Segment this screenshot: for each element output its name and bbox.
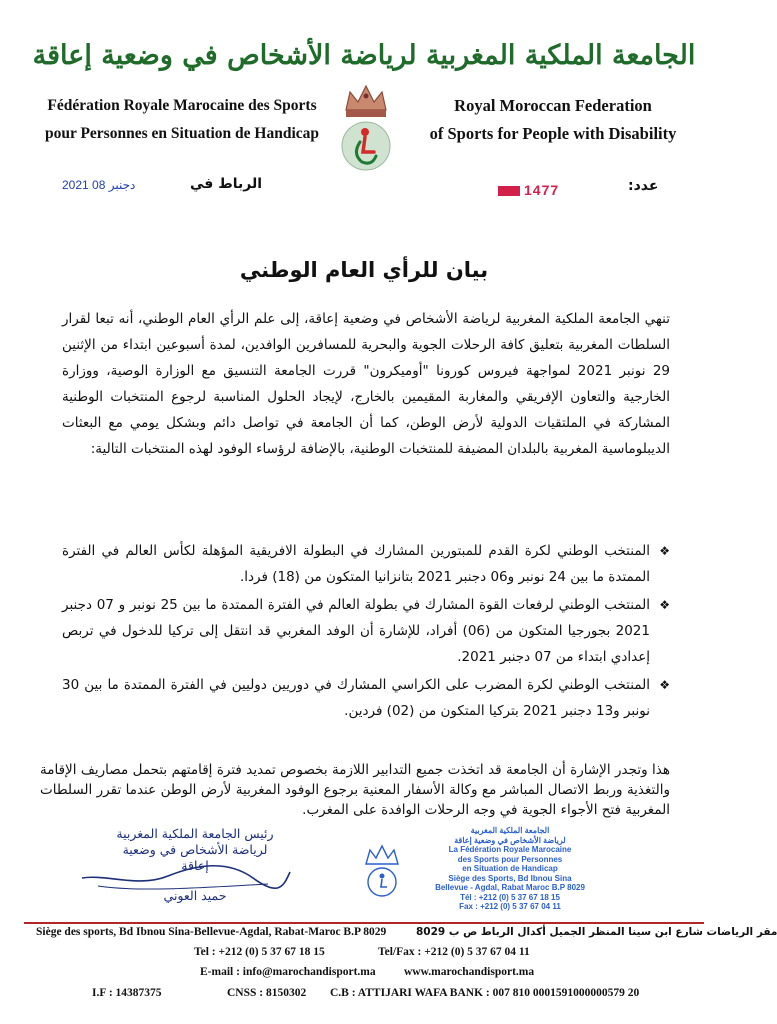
diamond-bullet-icon: ❖ bbox=[659, 598, 670, 612]
signature-title-line2: لرياضة الأشخاص في وضعية إعاقة bbox=[122, 842, 268, 873]
federation-title-fr-line2: pour Personnes en Situation de Handicap bbox=[44, 125, 320, 142]
footer-if: I.F : 14387375 bbox=[92, 987, 162, 999]
stamp-address1: Siège des Sports, Bd Ibnou Sina bbox=[448, 873, 572, 883]
list-item bbox=[62, 538, 670, 590]
list-item-text: المنتخب الوطني لرفعات القوة المشارك في بطولة العالم في الفترة الممتدة ما بين 25 نونبر و 07 دجنبر 2021 بجورجيا المتكون من (06) أفراد، للإشارة أن الوفد المغربي قد انتقل إلى تركيا للدخول في تربص إعدادي ابتداء من 07 دجنبر 2021. bbox=[62, 597, 651, 665]
crown-wheelchair-logo-icon bbox=[338, 80, 394, 176]
stamp-ar-line2: لرياضة الأشخاص في وضعية إعاقة bbox=[454, 835, 566, 845]
handwritten-signature bbox=[78, 848, 293, 898]
federation-title-en-line2: of Sports for People with Disability bbox=[429, 124, 677, 143]
federation-title-en-line1: Royal Moroccan Federation bbox=[454, 96, 652, 115]
date-stamp: 2021 دجنبر 08 bbox=[62, 178, 136, 192]
teams-list bbox=[62, 538, 670, 726]
list-item-text: المنتخب الوطني لكرة المضرب على الكراسي المشارك في دوريين دوليين في الفترة الممتدة ما بين 30 نونبر و13 دجنبر 2021 بتركيا المتكون من (02) فردين. bbox=[62, 677, 650, 719]
stamp-fr-line3: en Situation de Handicap bbox=[462, 864, 558, 873]
footer-tel: Tel : +212 (0) 5 37 67 18 15 bbox=[194, 946, 325, 958]
stamp-text bbox=[420, 826, 600, 912]
federation-title-en bbox=[408, 92, 698, 148]
footer-website: www.marochandisport.ma bbox=[404, 966, 535, 978]
signature-name: حميد العوني bbox=[163, 888, 227, 903]
footer-address-fr: Siège des sports, Bd Ibnou Sina-Bellevue-Agdal, Rabat-Maroc B.P 8029 bbox=[36, 926, 387, 938]
footer-bank: C.B : ATTIJARI WAFA BANK : 007 810 0001591000000579 20 bbox=[330, 987, 640, 999]
signature-title-line1: رئيس الجامعة الملكية المغربية bbox=[116, 826, 274, 841]
stamp-fr-line1: La Fédération Royale Marocaine bbox=[448, 845, 572, 854]
number-stamp-blot bbox=[498, 186, 520, 196]
footer-telfax: Tel/Fax : +212 (0) 5 37 67 04 11 bbox=[378, 946, 530, 958]
reference-number: 1477 bbox=[524, 182, 560, 198]
federation-title-fr-line1: Fédération Royale Marocaine des Sports bbox=[47, 97, 317, 114]
diamond-bullet-icon: ❖ bbox=[659, 678, 670, 692]
footer-address-ar: مقر الرياضات شارع ابن سينا المنظر الجميل أكدال الرباط ص ب 8029 bbox=[416, 926, 777, 938]
stamp-fr-line2: des Sports pour Personnes bbox=[457, 854, 563, 864]
list-item bbox=[62, 592, 670, 670]
federation-title-ar: الجامعة الملكية المغربية لرياضة الأشخاص في وضعية إعاقة bbox=[32, 40, 696, 71]
stamp-ar-line1: الجامعة الملكية المغربية bbox=[470, 826, 550, 835]
stamp-fax: Fax : +212 (0) 5 37 67 04 11 bbox=[459, 902, 561, 911]
footer-cnss: CNSS : 8150302 bbox=[227, 987, 307, 999]
footer-email: E-mail : info@marochandisport.ma bbox=[200, 966, 376, 978]
footer-divider bbox=[24, 922, 704, 924]
reference-number-label: عدد: bbox=[628, 178, 659, 194]
federation-title-fr bbox=[32, 92, 332, 148]
list-item-text: المنتخب الوطني لكرة القدم للمبتورين المشارك في البطولة الافريقية المؤهلة لكأس العالم في الفترة الممتدة ما بين 24 نونبر و06 دجنبر 2021 بتانزانيا المتكون من (18) فردا. bbox=[62, 543, 650, 585]
closing-paragraph: هذا وتجدر الإشارة أن الجامعة قد اتخذت جميع التدابير اللازمة بخصوص تمديد فترة إقامتهم بتحمل مصاريف الإقامة والتغذية وربط الاتصال المباشر مع وكالة الأسفار المعنية برجوع الوفود المغربية لأرض الوطن عندما تقرر السلطات المغربية فتح الأجواء الجوية في وجه الرحلات الوافدة على المغرب. bbox=[40, 762, 670, 818]
intro-paragraph: تنهي الجامعة الملكية المغربية لرياضة الأشخاص في وضعية إعاقة، إلى علم الرأي العام الوطني، أنه تبعا لقرار السلطات المغربية بتعليق كافة الرحلات الجوية والبحرية للمسافرين الوافدين، لمدة أسبوعين ابتداء من الإثنين 29 نونبر 2021 لمواجهة فيروس كورونا "أوميكرون" قررت الجامعة التنسيق مع الوزارة الوصية، ووزارة الخارجية والتعاون الإفريقي والمغاربة المقيمين بالخارج، لإيجاد الحلول المناسبة لرجوع المنتخبات الوطنية المشاركة في الملتقيات الدولية لأرض الوطن، كما أن الجامعة في تواصل دائم وبشكل يومي مع البعثات الديبلوماسية المغربية بالبلدان المضيفة للمنتخبات الوطنية، بالإضافة لرؤساء الوفود لهذه المنتخبات التالية: bbox=[62, 311, 670, 457]
list-item bbox=[62, 672, 670, 724]
stamp-address2: Bellevue - Agdal, Rabat Maroc B.P 8029 bbox=[435, 883, 585, 892]
city-date-label: الرباط في bbox=[190, 176, 263, 192]
document-title: بيان للرأي العام الوطني bbox=[239, 258, 489, 282]
stamp-tel: Tél : +212 (0) 5 37 67 18 15 bbox=[460, 892, 560, 902]
diamond-bullet-icon: ❖ bbox=[659, 544, 670, 558]
